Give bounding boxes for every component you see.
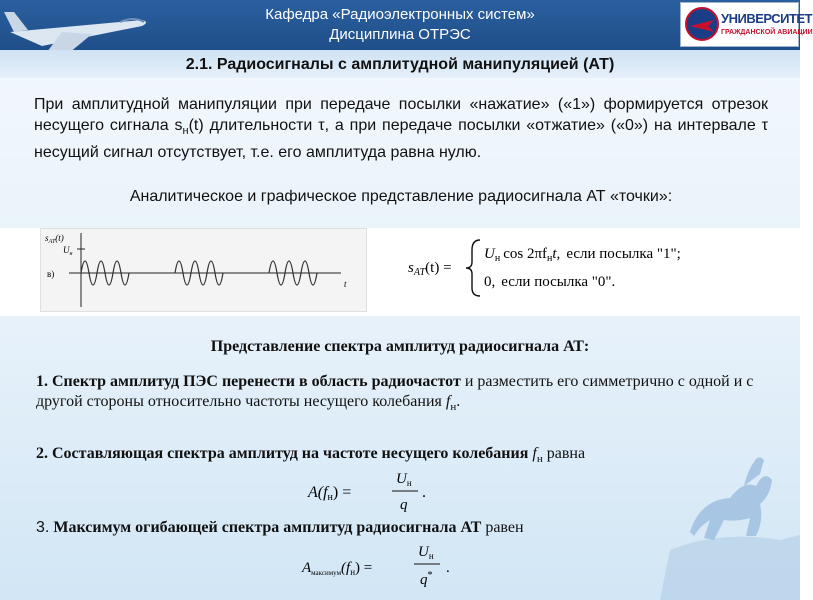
formula1-case2: 0, если посылка "0". — [484, 274, 616, 290]
x-axis-label: t — [344, 279, 347, 289]
formula2-end: . — [422, 484, 426, 501]
item3-num: 3. — [36, 519, 50, 536]
spectrum-item-3 — [36, 518, 656, 538]
item1-end: . — [456, 393, 461, 410]
header-bar — [0, 0, 813, 50]
intro-text-2: (t) длительности τ, а при передаче посылки «отжатие» («0») на интервале τ несущий сигнал отсутствует, т.е. его амплитуда равна нулю. — [34, 117, 768, 162]
formula2-den: q — [400, 497, 408, 513]
signal-graph-svg — [41, 229, 366, 311]
signal-graph — [40, 228, 367, 312]
formula-signal-at — [400, 232, 700, 302]
formula-carrier-amplitude — [306, 467, 456, 513]
item2-f: f — [532, 445, 537, 462]
spectrum-heading: Представление спектра амплитуд радиосигнала АТ: — [210, 338, 590, 355]
intro-text-1: При амплитудной манипуляции при передаче посылки «нажатие» («1») формируется отрезок несущего сигнала s — [34, 96, 768, 134]
formula1-brace — [466, 240, 480, 296]
item2-text: равна — [546, 445, 586, 462]
item1-f: f — [445, 393, 451, 410]
logo-text-main: УНИВЕРСИТЕТ — [721, 11, 813, 26]
formula1-case1: $U_н$ $\cos 2\pi f_нt$, если посылка "1"; — [484, 246, 681, 264]
discipline-title: Дисциплина ОТРЭС — [329, 26, 471, 43]
formula3-den: q* — [420, 570, 433, 588]
university-logo — [680, 2, 813, 47]
item2-f-sub: н — [536, 453, 543, 466]
formula-max-envelope — [300, 540, 470, 596]
department-title: Кафедра «Радиоэлектронных систем» — [265, 6, 535, 23]
row-label: в) — [47, 269, 55, 279]
formula2-lhs: A(fн) = — [308, 484, 352, 503]
spectrum-item-1 — [36, 372, 768, 417]
item1-bold: 1. Спектр амплитуд ПЭС перенести в область радиочастот — [36, 373, 461, 390]
formula1-lhs: $s_{AT}(t)$ = — [408, 260, 452, 278]
bronze-horseman-monument-image — [660, 440, 800, 600]
spectrum-item-2 — [36, 444, 768, 469]
formula3-num: $U_н$ — [418, 544, 434, 561]
logo-text-sub: ГРАЖДАНСКОЙ АВИАЦИИ — [721, 29, 813, 36]
intro-paragraph — [34, 94, 768, 163]
intro-sub-h: н — [182, 125, 189, 138]
university-emblem-icon — [684, 6, 720, 42]
amplitude-label: $U_н$ — [63, 245, 73, 257]
item1-text: и разместить его симметрично с одной и с другой стороны относительно частоты несущего колебания — [36, 373, 754, 410]
formula3-end: . — [446, 560, 450, 576]
formula3-lhs: $A_{максимум}(f_н)$ = — [302, 560, 373, 577]
y-axis-label: $s_{AT}(t)$ — [45, 233, 64, 245]
item3-bold: Максимум огибающей спектра амплитуд радиосигнала АТ — [53, 519, 482, 536]
analytic-caption: Аналитическое и графическое представление радиосигнала АТ «точки»: — [129, 188, 673, 205]
formula2-num: $U_н$ — [396, 471, 412, 488]
item2-bold: 2. Составляющая спектра амплитуд на частоте несущего колебания — [36, 445, 529, 462]
item1-f-sub: н — [450, 401, 457, 414]
item3-text: равен — [485, 519, 524, 536]
section-title: 2.1. Радиосигналы с амплитудной манипуляцией (АТ) — [185, 56, 615, 73]
